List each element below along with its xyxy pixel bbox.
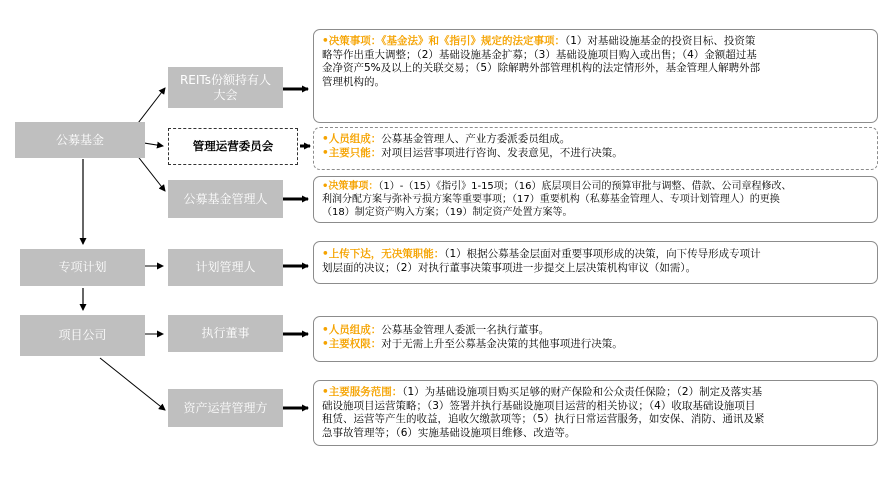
holders-line-3: 金净资产5%及以上的关联交易；（5）除解聘外部管理机构的法定情形外，基金管理人解聘外部 — [322, 62, 761, 75]
node-ops-committee — [168, 128, 298, 165]
manager-first-line — [322, 180, 869, 193]
node-asset-ops-manager — [168, 389, 283, 427]
desc-fund-manager — [313, 176, 878, 223]
committee-item-2-text: 对项目运营事项进行咨询、发表意见，不进行决策。 — [381, 146, 623, 159]
committee-item-2 — [322, 147, 869, 161]
exec-director-label: 执行董事 — [201, 326, 250, 340]
planmgr-first-line — [322, 248, 869, 262]
node-exec-director — [168, 315, 283, 352]
director-item-2 — [322, 338, 869, 352]
holders-line-1: （1）对基础设施基金的投资目标、投资策 — [564, 35, 756, 47]
committee-item-1 — [322, 133, 869, 147]
director-item-1 — [322, 324, 869, 338]
holders-first-line — [322, 35, 869, 49]
desc-exec-director — [313, 316, 878, 362]
node-fund-manager — [168, 180, 283, 218]
desc-holders-meeting — [313, 29, 878, 123]
director-item-2-label: •主要权限： — [322, 337, 382, 350]
node-special-plan — [20, 249, 145, 286]
director-item-1-text: 公募基金管理人委派一名执行董事。 — [381, 324, 550, 336]
project-company-label: 项目公司 — [58, 328, 107, 342]
holders-line-2: 略等作出重大调整；（2）基础设施基金扩募；（3）基础设施项目购入或出售；（4）金额超过基 — [322, 48, 757, 61]
asset-ops-manager-label: 资产运营管理方 — [183, 400, 268, 415]
assetops-line-3: 租赁、运营等产生的收益，追收欠缴款项等；（5）执行日常运营服务，如安保、消防、通讯及紧 — [322, 413, 765, 426]
director-item-1-label: •人员组成： — [322, 324, 382, 336]
assetops-line-4: 急事故管理等；（6）实施基础设施项目维修、改造等。 — [322, 426, 576, 439]
assetops-line-2: 础设施项目运营策略；（3）签署并执行基础设施项目运营的相关协议；（4）收取基础设施项目 — [322, 399, 756, 412]
desc-asset-ops — [313, 380, 878, 446]
committee-item-1-text: 公募基金管理人、产业方委派委员组成。 — [381, 133, 571, 145]
manager-line-1: （1）-（15）《指引》1-15项；（16）底层项目公司的预算审批与调整、借款、公司章程修改、 — [378, 181, 792, 192]
assetops-first-line — [322, 386, 869, 400]
node-public-fund — [15, 122, 145, 158]
arrow-company-to-assetops — [100, 358, 165, 410]
committee-item-1-label: •人员组成： — [322, 133, 382, 145]
public-fund-label: 公募基金 — [55, 132, 104, 147]
special-plan-label: 专项计划 — [58, 260, 107, 274]
plan-manager-label: 计划管理人 — [195, 260, 256, 274]
manager-prefix: •决策事项： — [322, 181, 379, 192]
planmgr-line-2: 划层面的决议；（2）对执行董事决策事项进一步提交上层决策机构审议（如需）。 — [322, 261, 697, 274]
holders-meeting-label: REITs份额持有人大会 — [179, 72, 272, 102]
node-holders-meeting — [168, 67, 283, 108]
holders-prefix: •决策事项：《基金法》和《指引》规定的法定事项： — [322, 35, 565, 47]
node-plan-manager — [168, 249, 283, 286]
assetops-line-1: （1）为基础设施项目购买足够的财产保险和公众责任保险；（2）制定及落实基 — [402, 386, 763, 398]
node-project-company — [20, 315, 145, 356]
desc-plan-manager — [313, 241, 878, 284]
fund-manager-label: 公募基金管理人 — [183, 191, 268, 206]
planmgr-prefix: •上传下达，无决策职能： — [322, 248, 445, 260]
director-item-2-text: 对于无需上升至公募基金决策的其他事项进行决策。 — [381, 337, 623, 350]
manager-line-3: （18）制定资产购入方案；（19）制定资产处置方案等。 — [322, 207, 573, 218]
assetops-prefix: •主要服务范围： — [322, 386, 403, 398]
desc-ops-committee — [313, 127, 878, 170]
committee-item-2-label: •主要只能： — [322, 146, 382, 159]
holders-line-4: 管理机构的。 — [322, 75, 385, 88]
planmgr-line-1: （1）根据公募基金层面对重要事项形成的决策，向下传导形成专项计 — [444, 248, 761, 260]
manager-line-2: 利润分配方案与弥补亏损方案等重要事项；（17）重要机构（私募基金管理人、专项计划管理人）的更换 — [322, 194, 780, 205]
ops-committee-label: 管理运营委员会 — [192, 139, 274, 153]
